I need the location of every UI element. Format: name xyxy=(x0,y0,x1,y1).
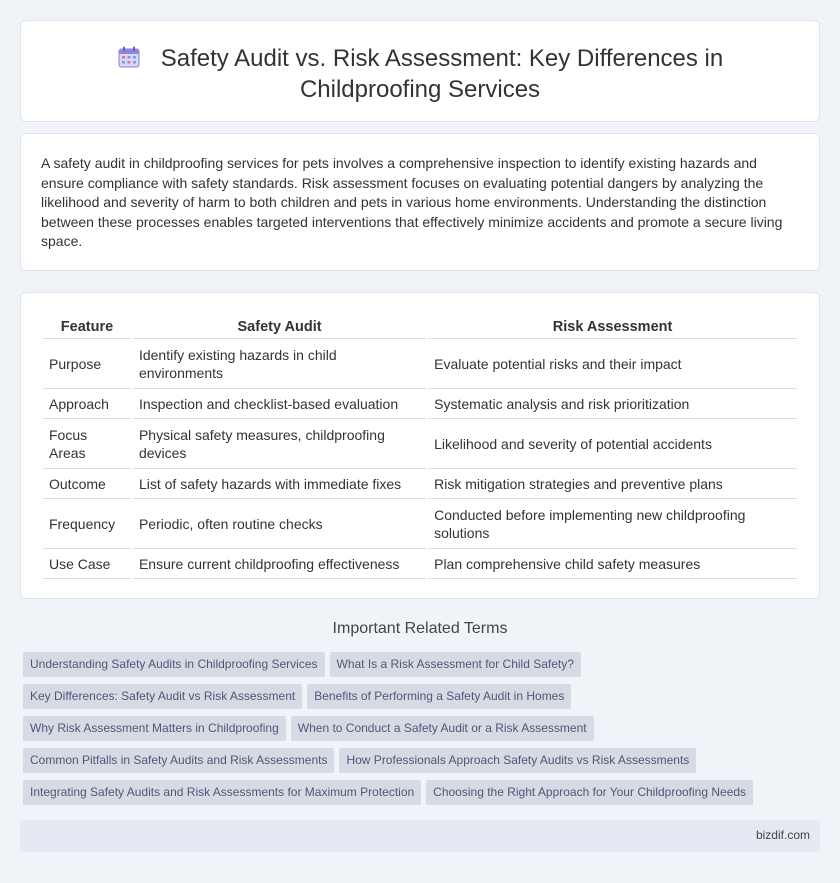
title-line-1: Safety Audit vs. Risk Assessment: Key Differences in xyxy=(160,45,724,72)
risk-assessment-cell: Evaluate potential risks and their impact xyxy=(428,339,797,389)
intro-paragraph: A safety audit in childproofing services for pets involves a comprehensive inspection to identify existing hazards and ensure compliance with safety standards. Risk assessment focuses on evaluating potential dangers by analyzing the likelihood and severity of harm to both children and pets in various home environments. Understanding the distinction between these processes enables targeted interventions that effectively minimize accidents and promote a secure living space. xyxy=(41,155,783,250)
related-term-link[interactable]: What Is a Risk Assessment for Child Safety? xyxy=(330,652,581,677)
safety-audit-cell: Identify existing hazards in child environments xyxy=(133,339,426,389)
related-term-link[interactable]: Key Differences: Safety Audit vs Risk Assessment xyxy=(23,684,302,709)
related-term-link[interactable]: Understanding Safety Audits in Childproofing Services xyxy=(23,652,325,677)
risk-assessment-cell: Plan comprehensive child safety measures xyxy=(428,549,797,579)
related-term-link[interactable]: When to Conduct a Safety Audit or a Risk Assessment xyxy=(291,716,594,741)
safety-audit-cell: Inspection and checklist-based evaluation xyxy=(133,389,426,419)
risk-assessment-cell: Conducted before implementing new childproofing solutions xyxy=(428,499,797,549)
risk-assessment-cell: Systematic analysis and risk prioritization xyxy=(428,389,797,419)
related-term-link[interactable]: How Professionals Approach Safety Audits vs Risk Assessments xyxy=(339,748,696,773)
related-terms-list xyxy=(23,652,823,812)
intro-card xyxy=(20,133,820,271)
safety-audit-cell: List of safety hazards with immediate fixes xyxy=(133,469,426,499)
related-term-link[interactable]: Common Pitfalls in Safety Audits and Risk Assessments xyxy=(23,748,334,773)
header-feature: Feature xyxy=(43,313,131,339)
feature-cell: Outcome xyxy=(43,469,131,499)
title-line-2: Childproofing Services xyxy=(299,76,541,103)
safety-audit-cell: Physical safety measures, childproofing devices xyxy=(133,419,426,469)
table-row xyxy=(43,469,797,499)
related-terms-heading: Important Related Terms xyxy=(332,620,508,637)
header-risk-assessment: Risk Assessment xyxy=(428,313,797,339)
feature-cell: Purpose xyxy=(43,339,131,389)
feature-cell: Frequency xyxy=(43,499,131,549)
header-safety-audit: Safety Audit xyxy=(133,313,426,339)
comparison-table xyxy=(41,313,799,579)
calendar-icon xyxy=(117,45,141,69)
table-row xyxy=(43,389,797,419)
related-term-link[interactable]: Choosing the Right Approach for Your Childproofing Needs xyxy=(426,780,753,805)
footer xyxy=(20,820,820,852)
page-title xyxy=(21,43,819,105)
table-row xyxy=(43,419,797,469)
feature-cell: Use Case xyxy=(43,549,131,579)
table-row xyxy=(43,339,797,389)
safety-audit-cell: Ensure current childproofing effectiveness xyxy=(133,549,426,579)
feature-cell: Focus Areas xyxy=(43,419,131,469)
table-row xyxy=(43,499,797,549)
comparison-table-card xyxy=(20,292,820,599)
table-header-row xyxy=(43,313,797,339)
related-term-link[interactable]: Integrating Safety Audits and Risk Assessments for Maximum Protection xyxy=(23,780,421,805)
safety-audit-cell: Periodic, often routine checks xyxy=(133,499,426,549)
title-card xyxy=(20,20,820,122)
feature-cell: Approach xyxy=(43,389,131,419)
risk-assessment-cell: Likelihood and severity of potential accidents xyxy=(428,419,797,469)
table-row xyxy=(43,549,797,579)
related-term-link[interactable]: Why Risk Assessment Matters in Childproofing xyxy=(23,716,286,741)
related-term-link[interactable]: Benefits of Performing a Safety Audit in Homes xyxy=(307,684,571,709)
site-name[interactable]: bizdif.com xyxy=(755,828,810,842)
risk-assessment-cell: Risk mitigation strategies and preventive plans xyxy=(428,469,797,499)
